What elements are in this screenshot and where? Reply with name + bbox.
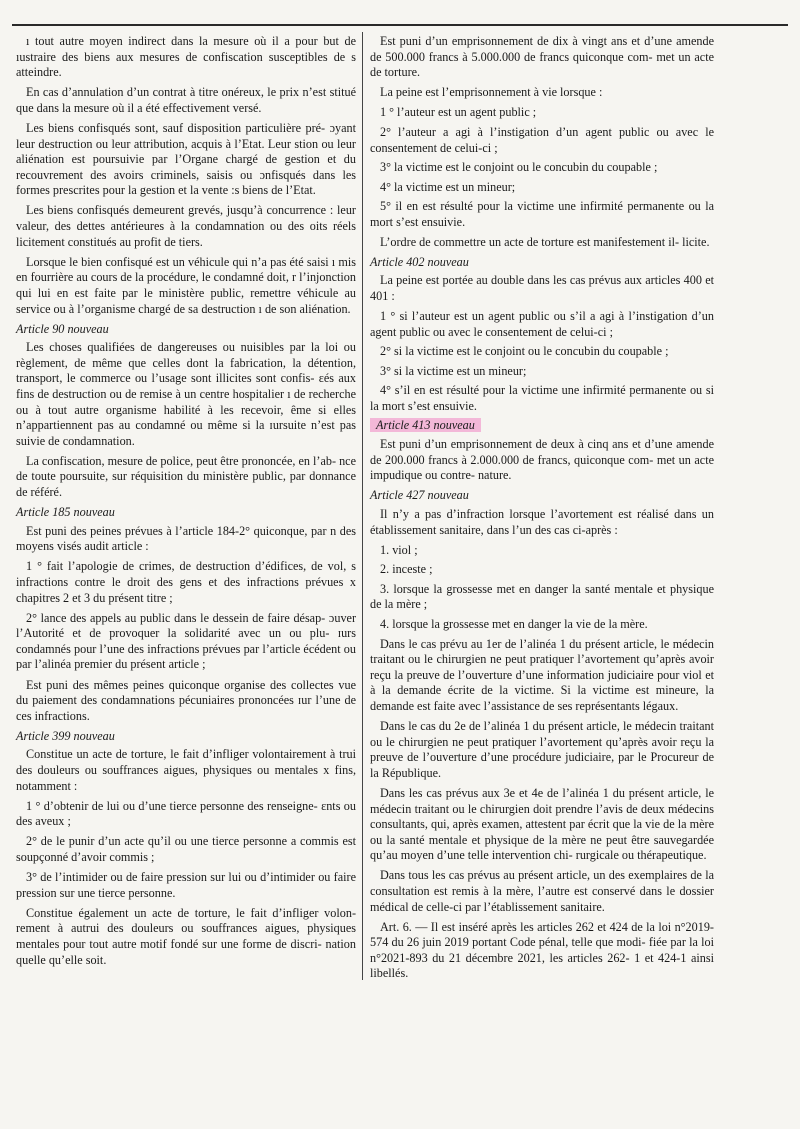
paragraph: Art. 6. — Il est inséré après les articles 262 et 424 de la loi n°2019-574 du 26 juin 2019 portant Code pénal, telle que modi- fiée par la loi n°2021-893 du 21 décembre 2021, les articles 262- 1 et 424-1 ainsi libellés. bbox=[370, 919, 714, 981]
article-heading bbox=[16, 729, 356, 745]
paragraph: 3° de l’intimider ou de faire pression sur lui ou d’intimider ou faire pression sur une tierce personne. bbox=[16, 870, 356, 900]
list-item: 4. lorsque la grossesse met en danger la vie de la mère. bbox=[380, 617, 648, 631]
list-item: 2. inceste ; bbox=[380, 562, 433, 577]
paragraph: Les choses qualifiées de dangereuses ou nuisibles par la loi ou règlement, de même que celles dont la fabrication, la détention, transport, le commerce ou l’usage sont illicites sont confis- ɛés aux fins de destruction ou de remise à un centre hospitalier ı de recherche ou à tout autre organisme habilité à les recevoir, ême si elles n’appartiennent pas au condamné ou même si la ɪursuite n’est pas suivie de condamnation. bbox=[16, 340, 356, 448]
top-rule bbox=[12, 24, 788, 26]
list-item: 3° si la victime est un mineur; bbox=[380, 363, 527, 378]
paragraph: Il n’y a pas d’infraction lorsque l’avortement est réalisé dans un établissement sanitaire, dans l’un des cas ci-après : bbox=[370, 506, 714, 537]
paragraph: Est puni d’un emprisonnement de dix à vingt ans et d’une amende de 500.000 francs à 5.000.000 de francs quiconque com- met un acte de torture. bbox=[370, 34, 714, 80]
article-heading-text: Article 402 nouveau bbox=[370, 254, 469, 269]
article-heading bbox=[370, 488, 714, 504]
article-heading bbox=[16, 322, 356, 338]
paragraph: 2° de le punir d’un acte qu’il ou une tierce personne a commis est soupçonné d’avoir commis ; bbox=[16, 834, 356, 864]
paragraph: L’ordre de commettre un acte de torture est manifestement il- licite. bbox=[380, 234, 710, 249]
paragraph: 2° lance des appels au public dans le dessein de faire désap- ɔuver l’Autorité et de provoquer la solidarité avec un ou plu- ɪurs condamnés pour l’une des infractions prévues par l’article écédent ou par l’alinéa premier du présent article ; bbox=[16, 610, 356, 672]
paragraph: La confiscation, mesure de police, peut être prononcée, en l’ab- nce de toute poursuite, sur réquisition du ministère public, par donnance de référé. bbox=[16, 453, 356, 500]
list-item: 4° s’il en est résulté pour la victime une infirmité permanente ou si la mort s’est ensuivie. bbox=[370, 383, 714, 413]
article-heading-text: Article 185 nouveau bbox=[16, 505, 115, 520]
right-column bbox=[370, 34, 714, 987]
paragraph: Les biens confisqués demeurent grevés, jusqu’à concurrence : leur valeur, des dettes antérieures à la condamnation ou des oits réels licitement constitués au profit de tiers. bbox=[16, 203, 356, 249]
article-heading bbox=[16, 505, 356, 521]
article-heading bbox=[370, 255, 714, 271]
paragraph: Dans le cas du 2e de l’alinéa 1 du présent article, le médecin traitant ou le chirurgien ne peut pratiquer l’avortement qu’après avoir reçu la preuve de l’ouverture d’une procédure judiciaire, par le Procureur de la République. bbox=[370, 719, 714, 780]
list-item: 5° il en est résulté pour la victime une infirmité permanente ou la mort s’est ensuivie. bbox=[370, 199, 714, 229]
paragraph: Constitue également un acte de torture, le fait d’infliger volon- rement à autrui des douleurs ou souffrances aigues, physiques mentales pour tout autre motif fondé sur une forme de discri- nation quelle qu’elle soit. bbox=[16, 905, 356, 967]
article-heading-text: Article 427 nouveau bbox=[370, 488, 469, 503]
paragraph: Dans tous les cas prévus au présent article, un des exemplaires de la consultation est remis à la mère, l’autre est conservé dans le dossier médical de celle-ci par l’établissement sanitaire. bbox=[370, 868, 714, 914]
paragraph: Les biens confisqués sont, sauf disposition particulière pré- ɔyant leur destruction ou leur attribution, acquis à l’Etat. Leur stion ou leur aliénation est poursuivie par l’Organe chargé de gestion et du recouvrement des avoirs criminels, saisis ou ɔnfisqués dans les formes prescrites pour la gestion et la vente :s biens de l’Etat. bbox=[16, 120, 356, 198]
list-item: 1 ° l’auteur est un agent public ; bbox=[380, 105, 537, 120]
article-heading bbox=[370, 418, 714, 434]
paragraph: Dans le cas prévu au 1er de l’alinéa 1 du présent article, le médecin traitant ou le chirurgien ne peut pratiquer l’avortement qu’après avoir reçu la preuve de l’ouverture d’une information judiciaire pour viol et à la demande écrite de la victime. Si la victime est mineure, la demande est faite avec l’assistance de ses représentants légaux. bbox=[370, 636, 714, 713]
list-item: 1. viol ; bbox=[380, 542, 418, 557]
article-heading-text: Article 413 nouveau bbox=[370, 418, 481, 432]
paragraph: Dans les cas prévus aux 3e et 4e de l’alinéa 1 du présent article, le médecin traitant ou le chirurgien doit prendre l’avis de deux médecins consultants, qui, après examen, attestent par écrit que la vie de la mère ou la santé mentale et physique de la mère ne peut être sauvegardée qu’au moyen d’une telle intervention chi- rurgicale ou thérapeutique. bbox=[370, 785, 714, 863]
paragraph: Lorsque le bien confisqué est un véhicule qui n’a pas été saisi ı mis en fourrière au cours de la procédure, le condamné doit, r l’injonction qui lui en est faite par le ministère public, remettre véhicule au service ou à l’organisme chargé de sa destruction ı de son aliénation. bbox=[16, 254, 356, 316]
article-heading-text: Article 399 nouveau bbox=[16, 728, 115, 743]
list-item: 2° si la victime est le conjoint ou le concubin du coupable ; bbox=[380, 344, 669, 359]
paragraph: La peine est l’emprisonnement à vie lorsque : bbox=[380, 85, 603, 100]
list-item: 2° l’auteur a agi à l’instigation d’un agent public ou avec le consentement de celui-ci ; bbox=[370, 124, 714, 155]
paragraph: Est puni des peines prévues à l’article 184-2° quiconque, par n des moyens visés audit article : bbox=[16, 523, 356, 554]
paragraph: La peine est portée au double dans les cas prévus aux articles 400 et 401 : bbox=[370, 273, 714, 303]
paragraph: ı tout autre moyen indirect dans la mesure où il a pour but de ıustraire des biens aux mesures de confiscation susceptibles de s atteindre. bbox=[16, 34, 356, 80]
list-item: 4° la victime est un mineur; bbox=[380, 179, 516, 194]
list-item: 1 ° si l’auteur est un agent public ou s’il a agi à l’instigation d’un agent public ou avec le consentement de celui-ci ; bbox=[370, 308, 714, 339]
column-divider bbox=[362, 32, 363, 980]
list-item: 3. lorsque la grossesse met en danger la santé mentale et physique de la mère ; bbox=[370, 581, 714, 612]
article-heading-text: Article 90 nouveau bbox=[16, 321, 109, 336]
paragraph: Constitue un acte de torture, le fait d’infliger volontairement à trui des douleurs ou souffrances aigues, physiques ou mentales x fins, notamment : bbox=[16, 747, 356, 793]
paragraph: En cas d’annulation d’un contrat à titre onéreux, le prix n’est stitué que dans la mesure où il a été effectivement versé. bbox=[16, 85, 356, 115]
left-column bbox=[16, 34, 356, 973]
paragraph: Est puni des mêmes peines quiconque organise des collectes vue du paiement des condamnations pécuniaires prononcées ɪur l’une de ces infractions. bbox=[16, 677, 356, 723]
paragraph: 1 ° d’obtenir de lui ou d’une tierce personne des renseigne- ɛnts ou des aveux ; bbox=[16, 798, 356, 829]
paragraph: 1 ° fait l’apologie de crimes, de destruction d’édifices, de vol, s infractions contre le droit des gens et des infractions prévues x chapitres 2 et 3 du présent titre ; bbox=[16, 559, 356, 605]
paragraph: Est puni d’un emprisonnement de deux à cinq ans et d’une amende de 200.000 francs à 2.000.000 de francs, quiconque com- met un acte impudique ou contre- nature. bbox=[370, 437, 714, 483]
list-item: 3° la victime est le conjoint ou le concubin du coupable ; bbox=[380, 160, 658, 175]
